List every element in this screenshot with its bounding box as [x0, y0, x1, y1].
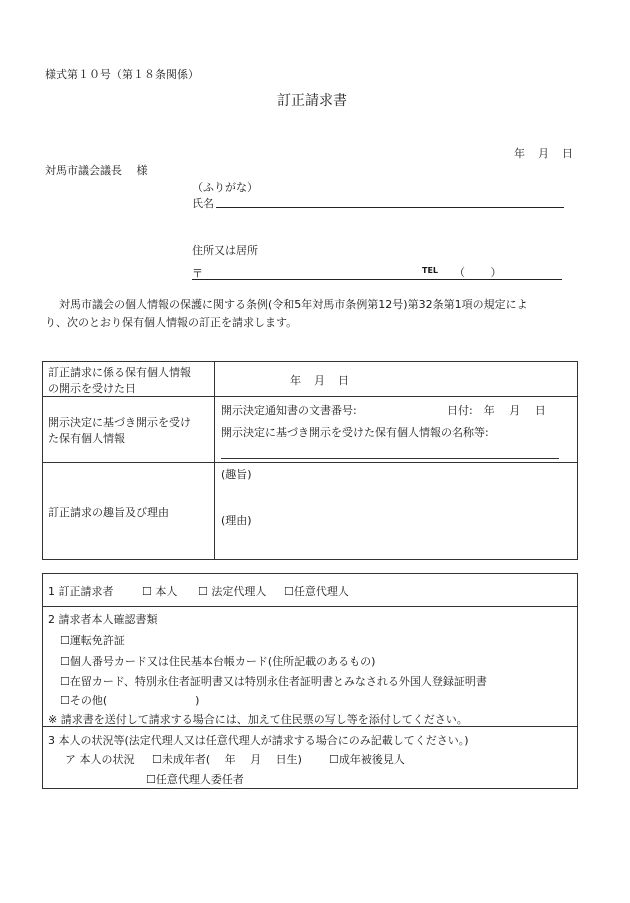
address-label: 住所又は居所	[192, 244, 258, 257]
addressee: 対馬市議会議長 様	[45, 164, 148, 177]
address-input[interactable]	[192, 279, 562, 280]
s3-a-label: ア 本人の状況	[65, 753, 135, 766]
intro-line-2: り、次のとおり保有個人情報の訂正を請求します。	[45, 316, 298, 329]
s1-self-checkbox[interactable]: ☐ 本人	[142, 585, 178, 598]
s3-adult-ward-checkbox[interactable]: ☐成年被後見人	[329, 753, 405, 766]
row2-label-1: 開示決定に基づき開示を受け	[48, 416, 191, 429]
s3-minor-checkbox[interactable]: ☐未成年者( 年 月 日生)	[152, 753, 302, 766]
table-row-divider	[43, 606, 577, 607]
row3-purpose[interactable]: (趣旨)	[221, 468, 252, 481]
s1-legal-rep-checkbox[interactable]: ☐ 法定代理人	[198, 585, 267, 598]
s2-other-checkbox[interactable]: ☐その他( )	[60, 694, 200, 707]
tel-label: TEL	[422, 266, 439, 275]
table-row-divider	[43, 462, 577, 463]
name-label: 氏名	[192, 197, 214, 210]
tel-paren[interactable]: （ ）	[454, 266, 502, 279]
row2-info-name[interactable]: 開示決定に基づき開示を受けた保有個人情報の名称等:	[221, 426, 489, 439]
requester-table	[42, 573, 578, 789]
table-col-divider	[214, 362, 215, 559]
s3-label: 3 本人の状況等(法定代理人又は任意代理人が請求する場合にのみ記載してください。)	[48, 734, 469, 747]
s2-mynumber-checkbox[interactable]: ☐個人番号カード又は住民基本台帳カード(住所記載のあるもの)	[60, 655, 376, 668]
row3-label: 訂正請求の趣旨及び理由	[48, 506, 169, 519]
s1-label: 1 訂正請求者	[48, 585, 114, 598]
form-number: 様式第１０号（第１８条関係）	[45, 68, 199, 81]
s1-voluntary-rep-checkbox[interactable]: ☐任意代理人	[284, 585, 349, 598]
s2-license-checkbox[interactable]: ☐運転免許証	[60, 634, 125, 647]
name-input[interactable]	[216, 207, 564, 208]
date-field[interactable]: 年 月 日	[514, 147, 574, 160]
s2-label: 2 請求者本人確認書類	[48, 613, 158, 626]
page-title: 訂正請求書	[277, 93, 347, 109]
furigana-label: （ふりがな）	[192, 181, 258, 194]
postal-mark: 〒	[192, 267, 203, 280]
s3-delegator-checkbox[interactable]: ☐任意代理人委任者	[146, 773, 244, 786]
row1-date-value[interactable]: 年 月 日	[290, 374, 350, 387]
row2-label-2: た保有個人情報	[48, 432, 125, 445]
request-table	[42, 361, 578, 560]
row2-doc-number[interactable]: 開示決定通知書の文書番号:	[221, 404, 357, 417]
row3-reason[interactable]: (理由)	[221, 514, 252, 527]
table-row-divider	[43, 396, 577, 397]
s2-residence-card-checkbox[interactable]: ☐在留カード、特別永住者証明書又は特別永住者証明書とみなされる外国人登録証明書	[60, 675, 487, 688]
intro-line-1: 対馬市議会の個人情報の保護に関する条例(令和5年対馬市条例第12号)第32条第1項の規定によ	[59, 298, 528, 311]
s2-note: ※ 請求書を送付して請求する場合には、加えて住民票の写し等を添付してください。	[48, 713, 468, 726]
row2-date[interactable]: 日付: 年 月 日	[447, 404, 546, 417]
row2-info-line	[221, 458, 559, 459]
row1-label-2: の開示を受けた日	[48, 382, 136, 395]
row1-label-1: 訂正請求に係る保有個人情報	[48, 366, 191, 379]
